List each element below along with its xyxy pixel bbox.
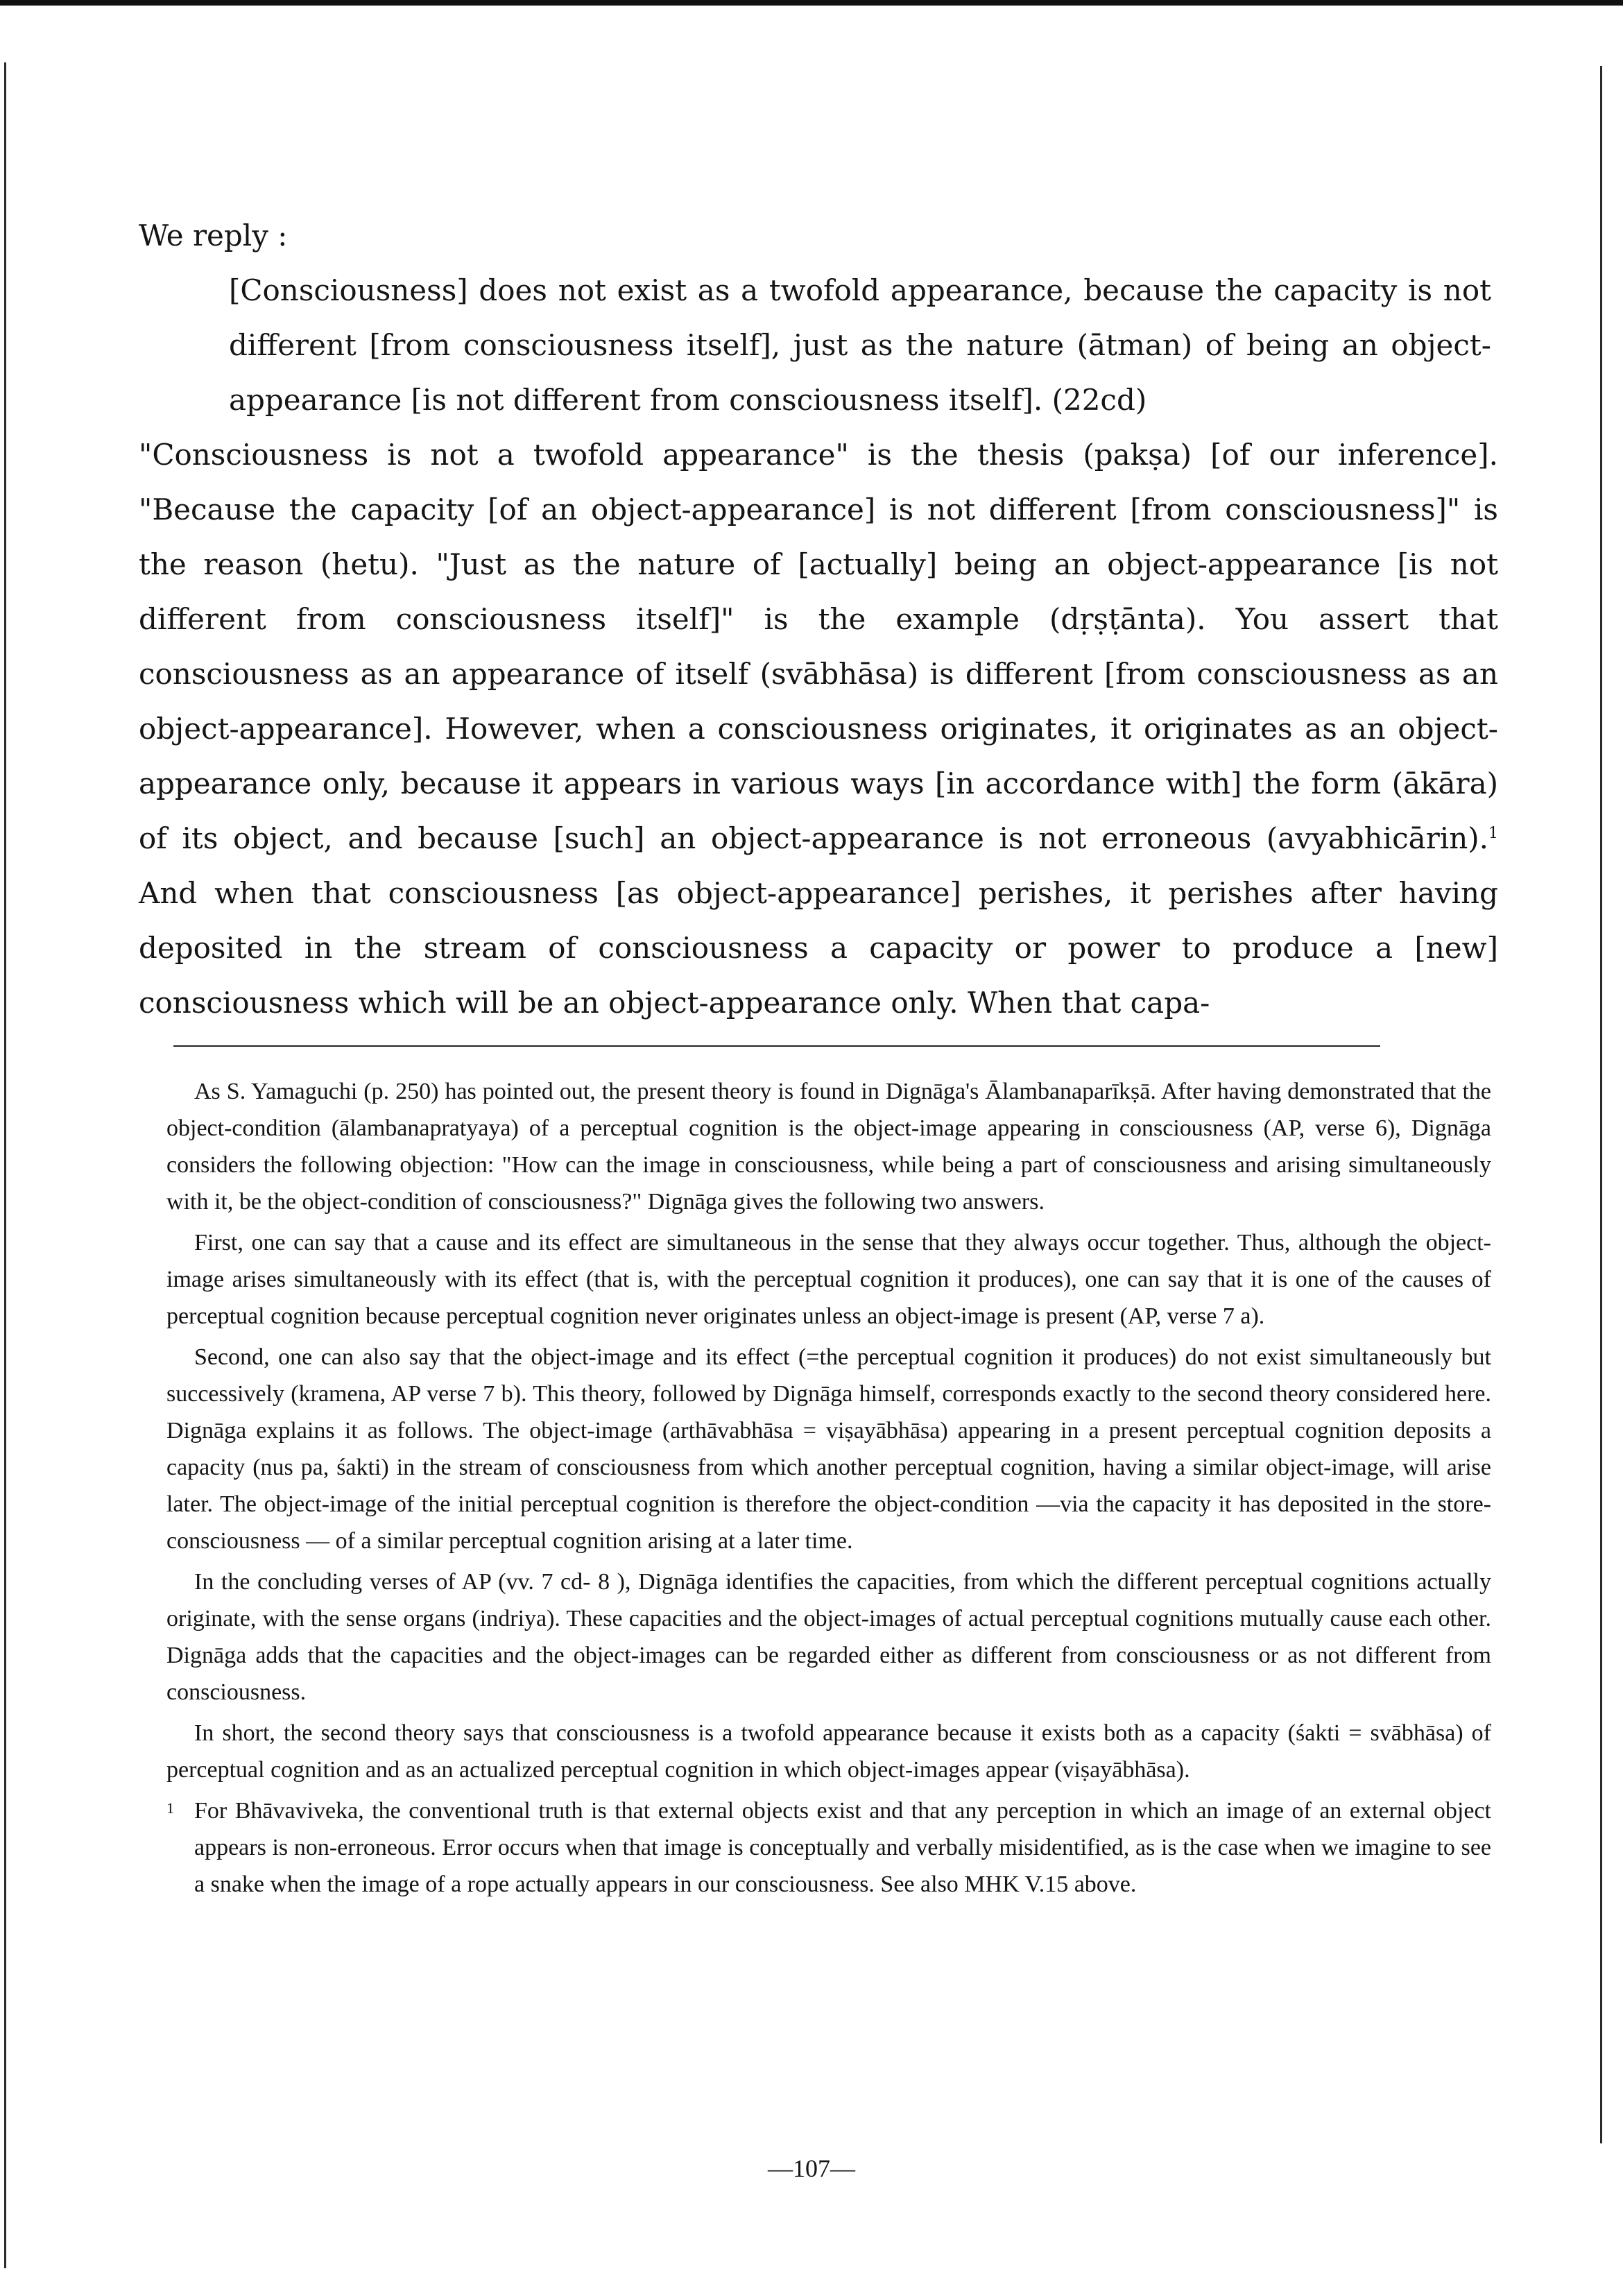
scan-top-border	[0, 0, 1623, 6]
verse-block: [Consciousness] does not exist as a twofold appearance, because the capacity is not different [from consciousness itself], just as the nature (ātman) of being an object-appearance [is not different from consciousness itself]. (22cd)	[229, 273, 1491, 417]
main-paragraph-text: "Consciousness is not a twofold appearance" is the thesis (pakṣa) [of our inference]. "Because the capacity [of an object-appearance] is not different [from consciousness]" is the reason (hetu). "Just as the nature of [actually] being an object-appearance [is not different from consciousness itself]" is the example (dṛṣṭānta). You assert that consciousness as an appearance of itself (svābhāsa) is different [from consciousness as an object-appearance]. However, when a consciousness originates, it originates as an object-appearance only, because it appears in various ways [in accordance with] the form (ākāra) of its object, and because [such] an object-appearance is not erroneous (avyabhicārin).	[139, 438, 1498, 855]
scan-right-edge	[1600, 66, 1602, 2143]
page-number: —107—	[768, 2154, 855, 2182]
main-paragraph-continued: And when that consciousness [as object-appearance] perishes, it perishes after having deposited in the stream of consciousness a capacity or power to produce a [new] consciousness which will be an object-appearance only. When that capa-	[139, 876, 1498, 1020]
scan-left-edge	[4, 62, 6, 2268]
main-text	[139, 208, 1498, 1030]
page-content	[139, 208, 1498, 2275]
note-paragraph: First, one can say that a cause and its effect are simultaneous in the sense that they always occur together. Thus, although the object-image arises simultaneously with its effect (that is, with the perceptual cognition it produces), one can say that it is one of the causes of perceptual cognition because perceptual cognition never originates unless an object-image is present (AP, verse 7 a).	[166, 1230, 1491, 1329]
footnote-1-text: For Bhāvaviveka, the conventional truth is that external objects exist and that any perception in which an image of an external object appears is non-erroneous. Error occurs when that image is conceptually and verbally misidentified, as is the case when we imagine to see a snake when the image of a rope actually appears in our consciousness. See also MHK V.15 above.	[194, 1798, 1491, 1897]
footnote-1	[166, 1792, 1491, 1903]
footnote-divider	[173, 1045, 1380, 1047]
note-paragraph: In the concluding verses of AP (vv. 7 cd- 8 ), Dignāga identifies the capacities, from which the different perceptual cognitions actually originate, with the sense organs (indriya). These capacities and the object-images of actual perceptual cognitions mutually cause each other. Dignāga adds that the capacities and the object-images can be regarded either as different from consciousness or as not different from consciousness.	[166, 1569, 1491, 1705]
intro-line: We reply :	[139, 219, 288, 252]
note-paragraph: Second, one can also say that the object-image and its effect (=the perceptual cognition it produces) do not exist simultaneously but successively (kramena, AP verse 7 b). This theory, followed by Dignāga himself, corresponds exactly to the second theory considered here. Dignāga explains it as follows. The object-image (arthāvabhāsa = viṣayābhāsa) appearing in a present perceptual cognition deposits a capacity (nus pa, śakti) in the stream of consciousness from which another perceptual cognition, having a similar object-image, will arise later. The object-image of the initial perceptual cognition is therefore the object-condition —via the capacity it has deposited in the store-consciousness — of a similar perceptual cognition arising at a later time.	[166, 1344, 1491, 1554]
footnote-reference[interactable]: 1	[1488, 825, 1498, 842]
note-paragraph: In short, the second theory says that consciousness is a twofold appearance because it exists both as a capacity (śakti = svābhāsa) of perceptual cognition and as an actualized perceptual cognition in which object-images appear (viṣayābhāsa).	[166, 1720, 1491, 1783]
footnote-1-marker: 1	[166, 1799, 174, 1817]
note-paragraph: As S. Yamaguchi (p. 250) has pointed out, the present theory is found in Dignāga's Ālambanaparīkṣā. After having demonstrated that the object-condition (ālambanapratyaya) of a perceptual cognition is the object-image appearing in consciousness (AP, verse 6), Dignāga considers the following objection: "How can the image in consciousness, while being a part of consciousness and arising simultaneously with it, be the object-condition of consciousness?" Dignāga gives the following two answers.	[166, 1079, 1491, 1215]
footnotes	[166, 1073, 1491, 1903]
main-paragraph	[139, 427, 1498, 1030]
